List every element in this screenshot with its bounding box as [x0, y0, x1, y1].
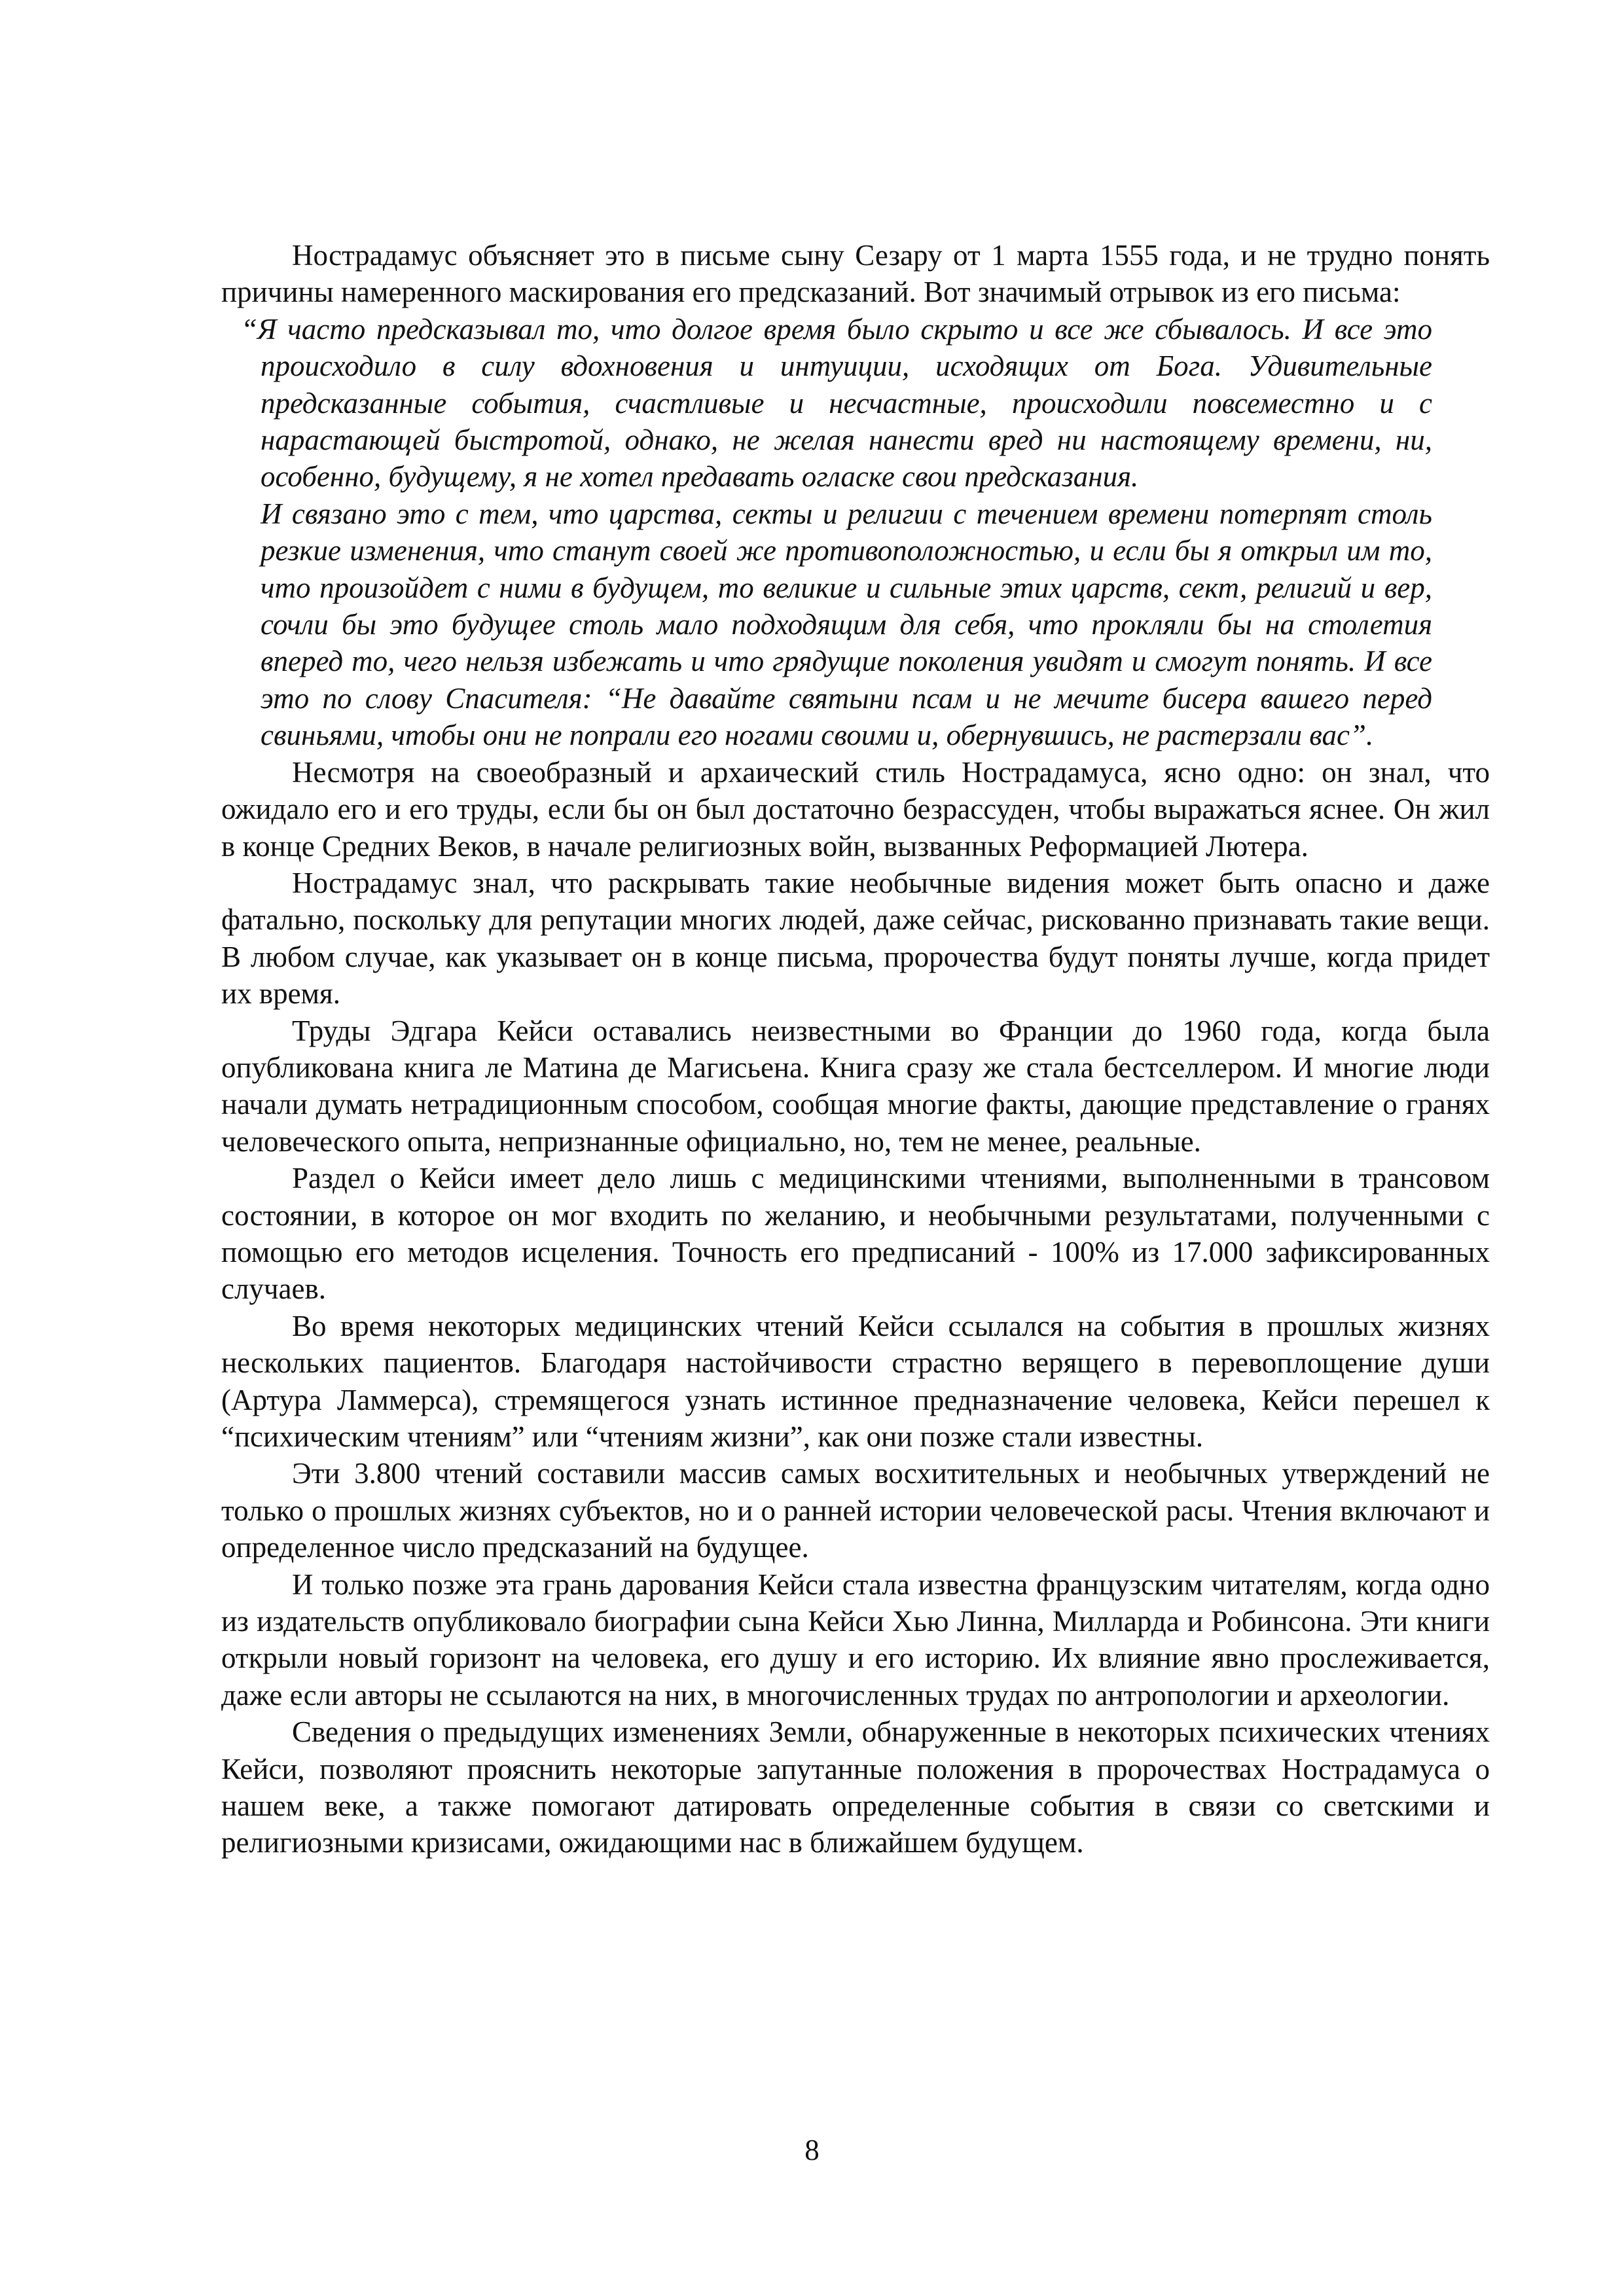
page-number: 8 — [804, 2134, 820, 2166]
body-paragraph: Несмотря на своеобразный и архаический стиль Нострадамуса, ясно одно: он знал, что ожидало его и его труды, если бы он был достаточно безрассуден, чтобы выражаться яснее. Он жил в конце Средних Веков, в начале религиозных войн, вызванных Реформацией Лютера. — [221, 755, 1490, 863]
quote-paragraph: “Я часто предсказывал то, что долгое время было скрыто и все же сбывалось. И все это происходило в силу вдохновения и интуиции, исходящих от Бога. Удивительные предсказанные события, счастливые и несчастные, происходили повсеместно и с нарастающей быстротой, однако, не желая нанести вред ни настоящему времени, ни, особенно, будущему, я не хотел предавать огласке свои предсказания. — [241, 312, 1432, 493]
quote-paragraph: И связано это с тем, что царства, секты и религии с течением времени потерпят столь резкие изменения, что станут своей же противоположностью, и если бы я открыл им то, что произойдет с ними в будущем, то великие и сильные этих царств, сект, религий и вер, сочли бы это будущее столь мало подходящим для себя, что прокляли бы на столетия вперед то, чего нельзя избежать и что грядущие поколения увидят и смогут понять. И все это по слову Спасителя: “Не давайте святыни псам и не мечите бисера вашего перед свиньями, чтобы они не попрали его ногами своими и, обернувшись, не растерзали вас”. — [261, 497, 1432, 752]
intro-paragraph: Нострадамус объясняет это в письме сыну Сезару от 1 марта 1555 года, и не трудно понять причины намеренного маскирования его предсказаний. Вот значимый отрывок из его письма: — [221, 239, 1490, 309]
body-paragraph: Труды Эдгара Кейси оставались неизвестными во Франции до 1960 года, когда была опубликована книга ле Матина де Магисьена. Книга сразу же стала бестселлером. И многие люди начали думать нетрадиционным способом, сообщая многие факты, дающие представление о гранях человеческого опыта, непризнанные официально, но, тем не менее, реальные. — [221, 1014, 1490, 1158]
letter-quote — [221, 311, 1466, 754]
body-paragraph: Сведения о предыдущих изменениях Земли, обнаруженные в некоторых психических чтениях Кейси, позволяют прояснить некоторые запутанные положения в пророчествах Нострадамуса о нашем веке, а также помогают датировать определенные события в связи со светскими и религиозными кризисами, ожидающими нас в ближайшем будущем. — [221, 1715, 1490, 1859]
body-paragraph: Раздел о Кейси имеет дело лишь с медицинскими чтениями, выполненными в трансовом состоянии, в которое он мог входить по желанию, и необычными результатами, полученными с помощью его методов исцеления. Точность его предписаний - 100% из 17.000 зафиксированных случаев. — [221, 1162, 1490, 1306]
body-paragraph: Эти 3.800 чтений составили массив самых восхитительных и необычных утверждений не только о прошлых жизнях субъектов, но и о ранней истории человеческой расы. Чтения включают и определенное число предсказаний на будущее. — [221, 1457, 1490, 1564]
body-paragraph: Нострадамус знал, что раскрывать такие необычные видения может быть опасно и даже фатально, поскольку для репутации многих людей, даже сейчас, рискованно признавать такие вещи. В любом случае, как указывает он в конце письма, пророчества будут поняты лучше, когда придет их время. — [221, 866, 1490, 1011]
page-body — [221, 237, 1490, 1861]
body-paragraph: Во время некоторых медицинских чтений Кейси ссылался на события в прошлых жизнях нескольких пациентов. Благодаря настойчивости страстно верящего в перевоплощение души (Артура Ламмерса), стремящегося узнать истинное предназначение человека, Кейси перешел к “психическим чтениям” или “чтениям жизни”, как они позже стали известны. — [221, 1309, 1490, 1453]
body-paragraph: И только позже эта грань дарования Кейси стала известна французским читателям, когда одно из издательств опубликовало биографии сына Кейси Хью Линна, Милларда и Робинсона. Эти книги открыли новый горизонт на человека, его душу и его историю. Их влияние явно прослеживается, даже если авторы не ссылаются на них, в многочисленных трудах по антропологии и археологии. — [221, 1568, 1490, 1712]
